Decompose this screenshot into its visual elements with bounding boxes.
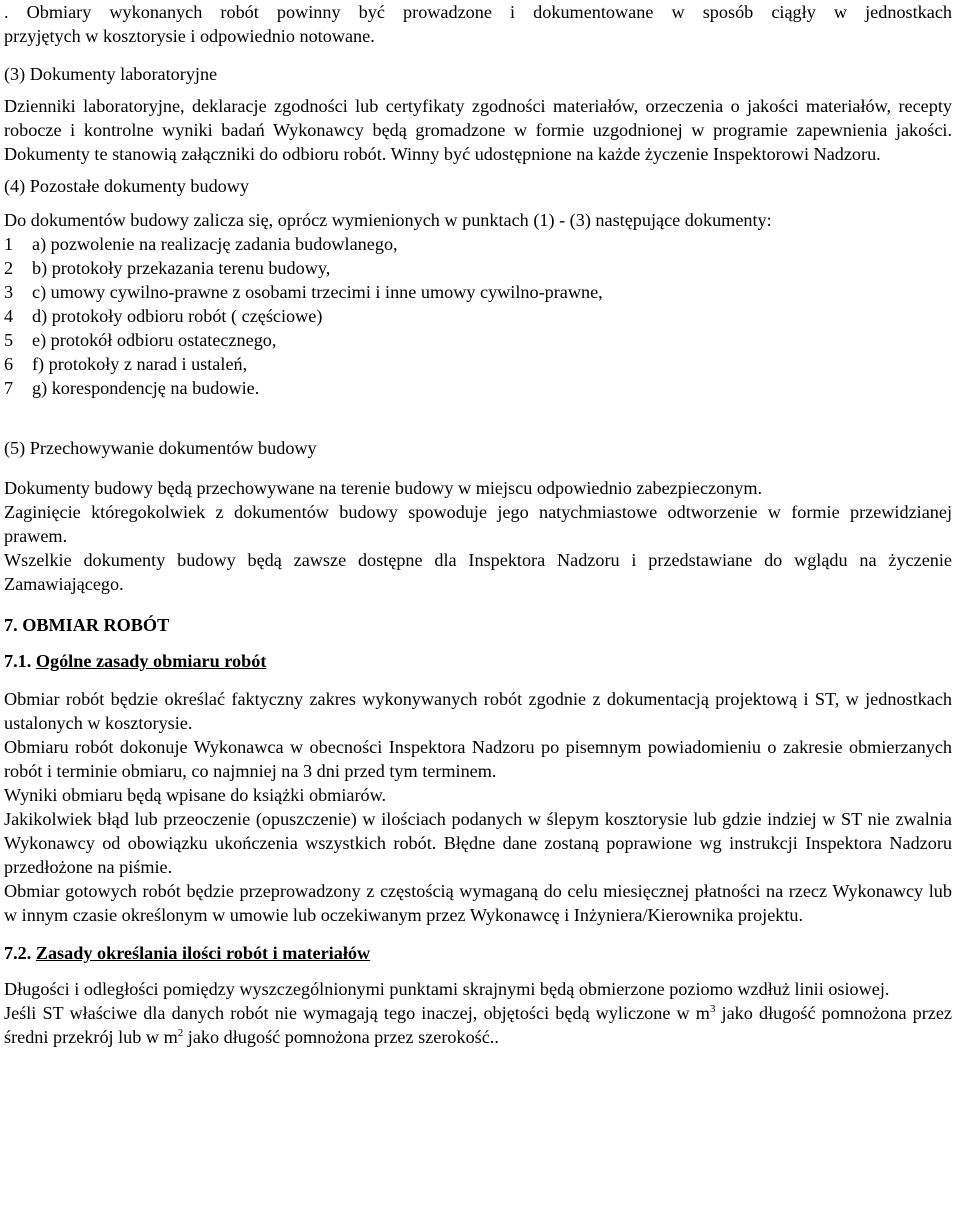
section-7-2-heading: [4, 941, 952, 965]
section-4-heading: (4) Pozostałe dokumenty budowy: [4, 176, 249, 196]
section-7-1-paragraph-4: Jakikolwiek błąd lub przeoczenie (opuszczenie) w ilościach podanych w ślepym kosztorysie lub gdzie indziej w ST nie zwalnia Wykonawcy od obowiązku ukończenia wszystkich robót. Błędne dane zostaną poprawione wg instrukcji Inspektora Nadzoru przedłożone na piśmie.: [4, 809, 952, 877]
list-item-number: 3: [4, 282, 14, 302]
section-5-paragraph-2: Zaginięcie któregokolwiek z dokumentów budowy spowoduje jego natychmiastowe odtworzenie w formie przewidzianej prawem.: [4, 502, 952, 546]
list-item-number: 5: [4, 330, 14, 350]
section-7-2-paragraph-1: Długości i odległości pomiędzy wyszczególnionymi punktami skrajnymi będą obmierzone poziomo wzdłuż linii osiowej.: [4, 979, 890, 999]
list-item: [4, 304, 952, 328]
text-part: jako długość pomnożona przez średni przekrój lub w m: [4, 1003, 952, 1047]
section-5-paragraph-1: Dokumenty budowy będą przechowywane na terenie budowy w miejscu odpowiednio zabezpieczonym.: [4, 478, 763, 498]
list-item-text: g) korespondencję na budowie.: [32, 378, 260, 398]
list-item: [4, 232, 952, 256]
top-line-1: . Obmiary wykonanych robót powinny być prowadzone i dokumentowane w sposób ciągły w jednostkach: [4, 2, 952, 22]
list-item-text: e) protokół odbioru ostatecznego,: [32, 330, 277, 350]
list-item-number: 4: [4, 306, 14, 326]
section-7-heading: 7. OBMIAR ROBÓT: [4, 615, 170, 635]
section-5-paragraph-3: Wszelkie dokumenty budowy będą zawsze dostępne dla Inspektora Nadzoru i przedstawiane do wglądu na życzenie Zamawiającego.: [4, 550, 952, 594]
section-7-2-title: Zasady określania ilości robót i materiałów: [35, 943, 371, 963]
section-7-1-heading: [4, 649, 952, 673]
list-item: [4, 280, 952, 304]
list-item-text: f) protokoły z narad i ustaleń,: [32, 354, 248, 374]
list-item: [4, 376, 952, 400]
top-paragraph: [4, 0, 952, 48]
list-item: [4, 328, 952, 352]
section-4-intro: Do dokumentów budowy zalicza się, oprócz wymienionych w punktach (1) - (3) następujące dokumenty:: [4, 210, 772, 230]
section-7-1-paragraph-5: Obmiar gotowych robót będzie przeprowadzony z częstością wymaganą do celu miesięcznej płatności na rzecz Wykonawcy lub w innym czasie określonym w umowie lub oczekiwanym przez Wykonawcę i Inżyniera/Kierownika projektu.: [4, 881, 952, 925]
section-7-1-number: 7.1.: [4, 651, 36, 671]
list-item-text: b) protokoły przekazania terenu budowy,: [32, 258, 331, 278]
list-item: [4, 256, 952, 280]
section-7-1-paragraph-1: Obmiar robót będzie określać faktyczny zakres wykonywanych robót zgodnie z dokumentacją projektową i ST, w jednostkach ustalonych w kosztorysie.: [4, 689, 952, 733]
top-line-2: przyjętych w kosztorysie i odpowiednio notowane.: [4, 26, 375, 46]
list-item-text: d) protokoły odbioru robót ( częściowe): [32, 306, 323, 326]
section-7-2-paragraph-2: [4, 1001, 952, 1049]
section-5-heading: (5) Przechowywanie dokumentów budowy: [4, 438, 317, 458]
text-part: Jeśli ST właściwe dla danych robót nie wymagają tego inaczej, objętości będą wyliczone w m: [4, 1003, 710, 1023]
section-7-2-number: 7.2.: [4, 943, 36, 963]
section-4-list: [4, 232, 952, 400]
list-item-text: c) umowy cywilno-prawne z osobami trzecimi i inne umowy cywilno-prawne,: [32, 282, 603, 302]
list-item-number: 1: [4, 234, 14, 254]
section-3-paragraph: Dzienniki laboratoryjne, deklaracje zgodności lub certyfikaty zgodności materiałów, orzeczenia o jakości materiałów, recepty robocze i kontrolne wyniki badań Wykonawcy będą gromadzone w formie uzgodnionej w programie zapewnienia jakości. Dokumenty te stanowią załączniki do odbioru robót. Winny być udostępnione na każde życzenie Inspektorowi Nadzoru.: [4, 96, 952, 164]
list-item: [4, 352, 952, 376]
list-item-text: a) pozwolenie na realizację zadania budowlanego,: [32, 234, 398, 254]
superscript-2: 2: [177, 1027, 184, 1039]
superscript-3: 3: [709, 1003, 716, 1015]
text-part: jako długość pomnożona przez szerokość..: [183, 1027, 499, 1047]
list-item-number: 7: [4, 378, 14, 398]
list-item-number: 6: [4, 354, 14, 374]
section-7-1-paragraph-2: Obmiaru robót dokonuje Wykonawca w obecności Inspektora Nadzoru po pisemnym powiadomieniu o zakresie obmierzanych robót i terminie obmiaru, co najmniej na 3 dni przed tym terminem.: [4, 737, 952, 781]
section-7-1-title: Ogólne zasady obmiaru robót: [35, 651, 267, 671]
section-3-heading: (3) Dokumenty laboratoryjne: [4, 64, 218, 84]
section-7-1-paragraph-3: Wyniki obmiaru będą wpisane do książki obmiarów.: [4, 785, 387, 805]
list-item-number: 2: [4, 258, 14, 278]
